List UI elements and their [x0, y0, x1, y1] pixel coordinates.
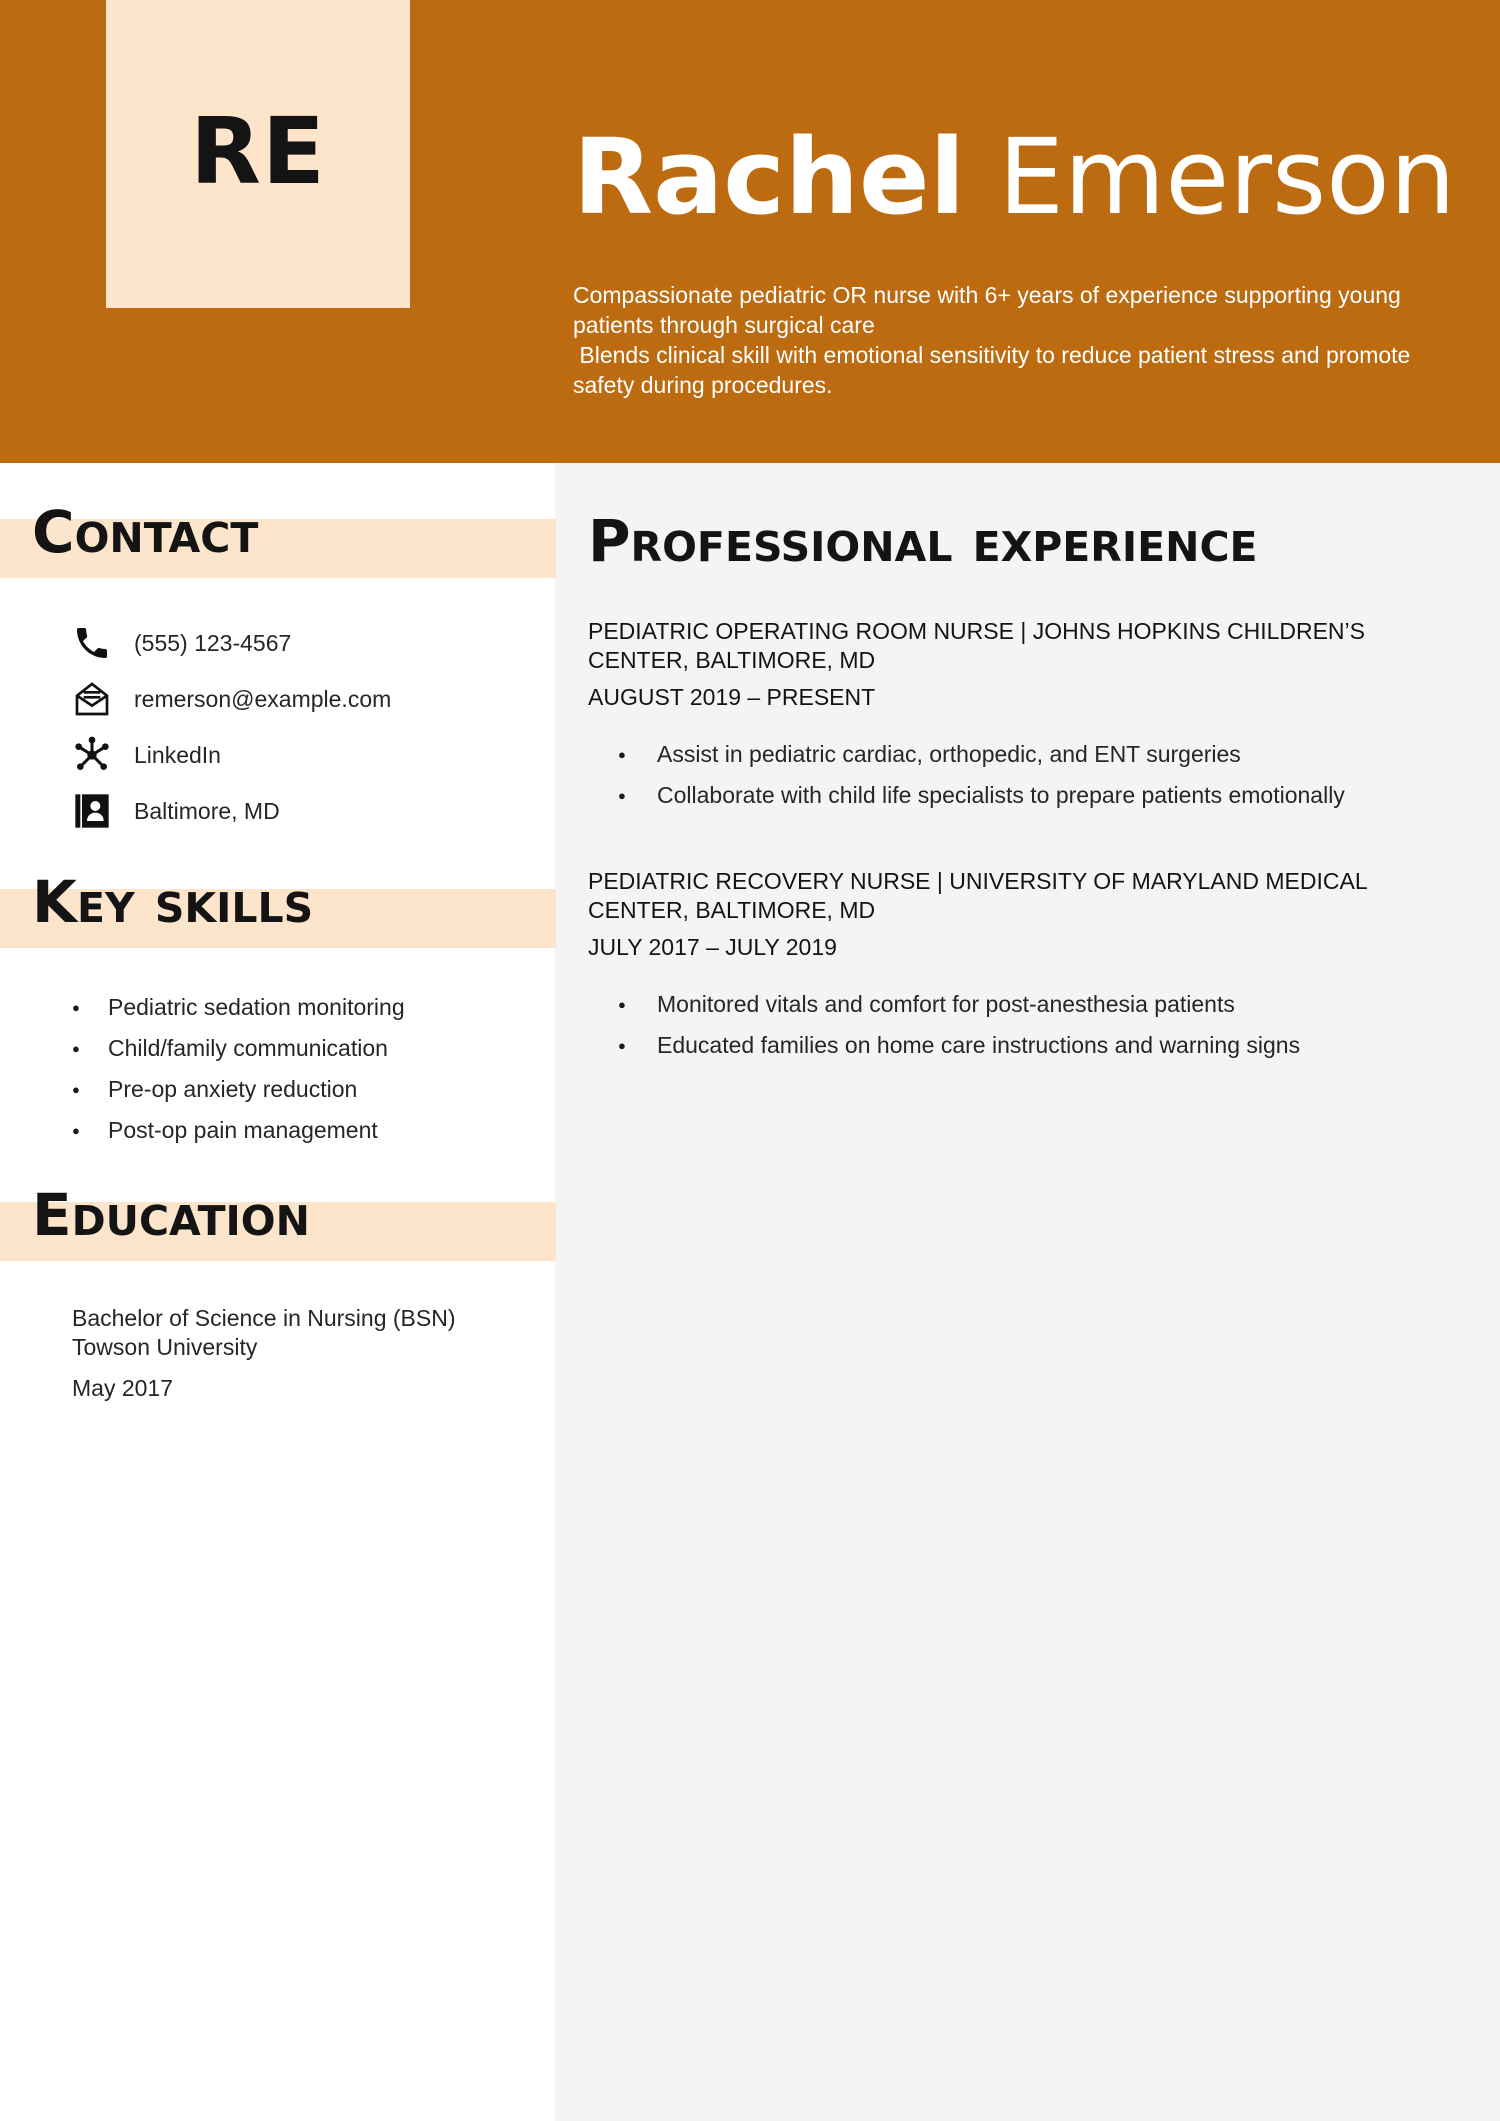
job-bullet: ● Collaborate with child life specialists to prepare patients emotionally — [618, 775, 1418, 816]
monogram: RE — [190, 97, 326, 205]
job-bullet: ● Educated families on home care instructions and warning signs — [618, 1025, 1418, 1066]
monogram-box — [106, 0, 410, 308]
contact-email[interactable] — [70, 677, 391, 721]
first-name: Rachel — [573, 116, 966, 238]
contact-text: (555) 123-4567 — [134, 629, 292, 656]
job-title: PEDIATRIC RECOVERY NURSE | UNIVERSITY OF MARYLAND MEDICAL CENTER, BALTIMORE, MD — [588, 868, 1367, 923]
summary-line: Compassionate pediatric OR nurse with 6+ years of experience supporting young patients through surgical care — [573, 282, 1401, 338]
job-bullet: ● Assist in pediatric cardiac, orthopedic, and ENT surgeries — [618, 734, 1418, 775]
skill-item: ● Pediatric sedation monitoring — [72, 987, 405, 1028]
job-entry — [588, 617, 1418, 816]
job-bullets — [588, 984, 1418, 1066]
job-dates: AUGUST 2019 – PRESENT — [588, 684, 876, 710]
education-entry — [72, 1304, 456, 1403]
skill-item: ● Pre-op anxiety reduction — [72, 1069, 405, 1110]
job-entry — [588, 867, 1418, 1066]
email-icon — [70, 677, 114, 721]
contact-text: Baltimore, MD — [134, 797, 280, 824]
resume-header — [0, 0, 1500, 463]
job-dates: JULY 2017 – JULY 2019 — [588, 934, 837, 960]
candidate-name — [573, 116, 1456, 238]
contact-linkedin[interactable] — [70, 733, 221, 777]
job-bullets — [588, 734, 1418, 816]
skills-list — [72, 987, 405, 1151]
address-book-icon — [70, 789, 114, 833]
job-bullet: ● Monitored vitals and comfort for post-anesthesia patients — [618, 984, 1418, 1025]
skills-heading: Key skills — [32, 868, 314, 936]
last-name: Emerson — [998, 116, 1456, 238]
education-degree: Bachelor of Science in Nursing (BSN) — [72, 1305, 456, 1331]
skill-item: ● Child/family communication — [72, 1028, 405, 1069]
contact-phone — [70, 621, 291, 665]
network-icon — [70, 733, 114, 777]
summary-line: Blends clinical skill with emotional sensitivity to reduce patient stress and promote safety during procedures. — [573, 342, 1417, 398]
education-heading: Education — [32, 1181, 310, 1249]
contact-text: LinkedIn — [134, 741, 221, 768]
education-school: Towson University — [72, 1334, 258, 1360]
job-title: PEDIATRIC OPERATING ROOM NURSE | JOHNS HOPKINS CHILDREN’S CENTER, BALTIMORE, MD — [588, 618, 1365, 673]
skill-item: ● Post-op pain management — [72, 1110, 405, 1151]
profile-summary — [573, 280, 1453, 400]
contact-text: remerson@example.com — [134, 685, 392, 712]
education-date: May 2017 — [72, 1375, 174, 1401]
experience-heading: Professional experience — [588, 507, 1258, 575]
phone-icon — [70, 621, 114, 665]
contact-heading: Contact — [32, 498, 259, 566]
contact-location — [70, 789, 280, 833]
